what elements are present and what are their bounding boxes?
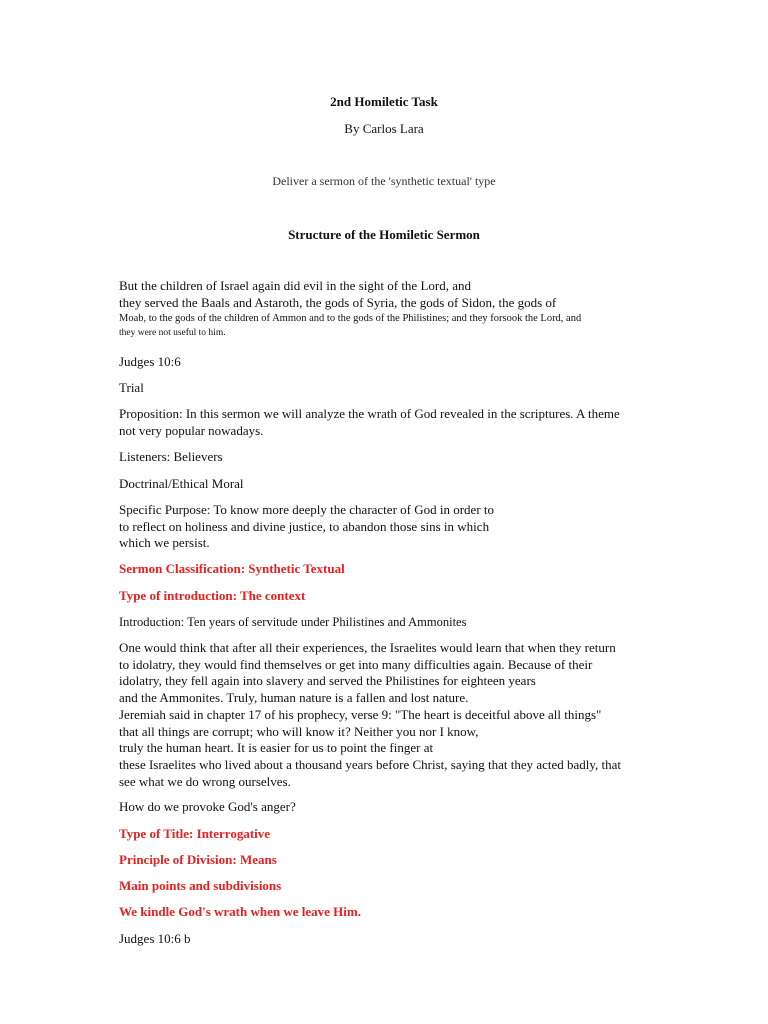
title-type-heading: Type of Title: Interrogative [119,826,271,841]
purpose-line: Specific Purpose: To know more deeply the character of God in order to [119,502,495,517]
intro-line: see what we do wrong ourselves. [119,773,291,789]
verse-line: But the children of Israel again did evil in the sight of the Lord, and [119,278,471,293]
scripture-reference: Judges 10:6 [119,354,181,369]
verse-line: they served the Baals and Astaroth, the gods of Syria, the gods of Sidon, the gods of [119,294,557,310]
doctrinal-type: Doctrinal/Ethical Moral [119,476,244,491]
purpose-line: which we persist. [119,535,210,551]
introduction-text [119,640,621,790]
verse-text [119,278,581,339]
division-heading: Principle of Division: Means [119,852,277,867]
final-reference: Judges 10:6 b [119,931,191,946]
introduction-label: Introduction: Ten years of servitude under Philistines and Ammonites [119,615,467,629]
intro-line: and the Ammonites. Truly, human nature is a fallen and lost nature. [119,690,469,706]
intro-line: to idolatry, they would find themselves or get into many difficulties again. Because of their [119,656,593,672]
intro-line: One would think that after all their experiences, the Israelites would learn that when they return [119,640,616,655]
intro-line: Jeremiah said in chapter 17 of his prophecy, verse 9: "The heart is deceitful above all things" [119,706,602,722]
intro-line: truly the human heart. It is easier for us to point the finger at [119,740,434,756]
proposition-line: Proposition: In this sermon we will analyze the wrath of God revealed in the scriptures. A theme [119,406,620,421]
listeners: Listeners: Believers [119,449,223,464]
main-points-heading: Main points and subdivisions [119,878,282,893]
intro-line: idolatry, they fell again into slavery and served the Philistines for eighteen years [119,673,536,689]
intro-type-heading: Type of introduction: The context [119,588,306,603]
purpose-line: to reflect on holiness and divine justice, to abandon those sins in which [119,518,490,534]
specific-purpose [119,502,494,552]
verse-line: they were not useful to him. [119,327,226,338]
intro-line: that all things are corrupt; who will know it? Neither you nor I know, [119,723,479,739]
structure-heading: Structure of the Homiletic Sermon [288,227,480,242]
verse-line: Moab, to the gods of the children of Ammon and to the gods of the Philistines; and they forsook the Lord, and [119,313,582,325]
trial-label: Trial [119,380,144,395]
first-point-heading: We kindle God's wrath when we leave Him. [119,904,361,919]
document-author: By Carlos Lara [344,121,424,136]
document-title: 2nd Homiletic Task [330,94,438,109]
key-question: How do we provoke God's anger? [119,799,296,814]
classification-heading: Sermon Classification: Synthetic Textual [119,561,345,576]
intro-line: these Israelites who lived about a thousand years before Christ, saying that they acted badly, that [119,756,622,772]
proposition-line: not very popular nowadays. [119,422,264,438]
task-description: Deliver a sermon of the 'synthetic textual' type [272,174,496,188]
proposition [119,406,620,439]
